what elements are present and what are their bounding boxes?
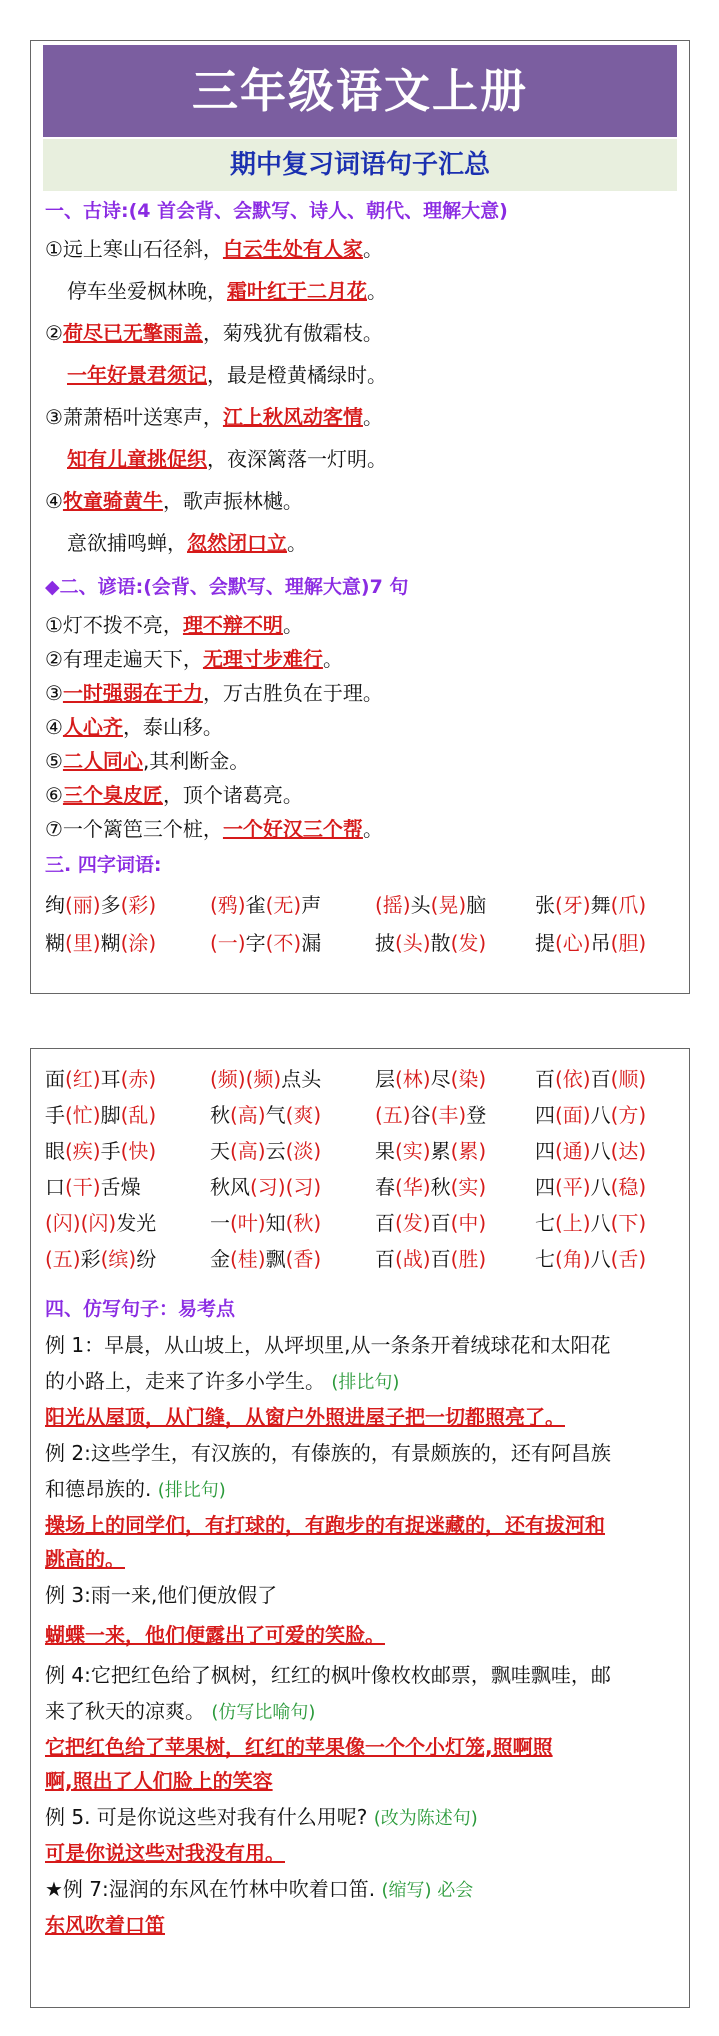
four-char-word: 糊(里)糊(涂): [45, 931, 157, 955]
four-char-word: 手(忙)脚(乱): [45, 1103, 157, 1127]
four-char-word: 秋(高)气(爽): [210, 1103, 322, 1127]
example-3-line-1: 例 3:雨一来,他们便放假了: [45, 1583, 278, 1607]
page-subtitle: 期中复习词语句子汇总: [43, 139, 677, 191]
prompt-text: ②有理走遍天下，: [45, 647, 203, 671]
poem-line: [45, 235, 383, 263]
prompt-text: ，菊残犹有傲霜枝。: [202, 321, 383, 345]
proverb-line: [45, 713, 223, 741]
prompt-text: ③萧萧梧叶送寒声，: [45, 405, 223, 429]
prompt-text: ，夜深篱落一灯明。: [207, 447, 387, 471]
four-char-word: 天(高)云(淡): [210, 1139, 322, 1163]
example-2-answer-2: 跳高的。: [45, 1547, 125, 1571]
example-7-line-1: ★例 7:湿润的东风在竹林中吹着口笛. (缩写) 必会: [45, 1877, 474, 1901]
four-char-word: 绚(丽)多(彩): [45, 893, 157, 917]
four-char-word: 层(林)尽(染): [375, 1067, 487, 1091]
example-1-line-1: 例 1：早晨，从山坡上，从坪坝里,从一条条开着绒球花和太阳花: [45, 1333, 611, 1357]
prompt-text: ③: [45, 681, 63, 705]
card-2: [30, 1048, 690, 2008]
four-char-word: (五)谷(丰)登: [375, 1103, 487, 1127]
prompt-text: ，万古胜负在于理。: [202, 681, 383, 705]
four-char-word: 张(牙)舞(爪): [535, 893, 647, 917]
prompt-text: ,其利断金。: [142, 749, 250, 773]
four-char-word: 春(华)秋(实): [375, 1175, 487, 1199]
four-char-word: 金(桂)飘(香): [210, 1247, 322, 1271]
answer-text: 无理寸步难行: [202, 647, 323, 671]
proverb-line: [45, 645, 343, 673]
card-1: [30, 40, 690, 994]
example-4-answer-2: 啊,照出了人们脸上的笑容: [45, 1769, 273, 1793]
four-char-word: 四(平)八(稳): [535, 1175, 647, 1199]
prompt-text: ②: [45, 321, 63, 345]
four-char-word: 七(上)八(下): [535, 1211, 647, 1235]
answer-text: 江上秋风动客情: [222, 405, 363, 429]
answer-text: 一年好景君须记: [67, 363, 207, 387]
poem-line: [45, 319, 383, 347]
four-char-word: 提(心)吊(胆): [535, 931, 647, 955]
prompt-text: ⑦一个篱笆三个桩，: [45, 817, 223, 841]
example-2-tag: (排比句): [157, 1480, 226, 1501]
four-char-word: 果(实)累(累): [375, 1139, 487, 1163]
poem-line: [45, 487, 303, 515]
prompt-text: ，歌声振林樾。: [162, 489, 303, 513]
prompt-text: 。: [322, 647, 343, 671]
prompt-text: 。: [362, 237, 383, 261]
section-2-header: ◆二、谚语:(会背、会默写、理解大意)7 句: [45, 576, 409, 598]
proverb-line: [45, 679, 383, 707]
four-char-word: 百(发)百(中): [375, 1211, 487, 1235]
four-char-word: 百(战)百(胜): [375, 1247, 487, 1271]
example-4-answer-1: 它把红色给了苹果树，红红的苹果像一个个小灯笼,照啊照: [45, 1735, 553, 1759]
prompt-text: 停车坐爱枫林晚，: [67, 279, 227, 303]
poem-line: [67, 529, 307, 557]
four-char-word: (摇)头(晃)脑: [375, 893, 487, 917]
example-2-line-2: 和德昂族的. (排比句): [45, 1477, 226, 1501]
poem-line: [45, 403, 383, 431]
example-3-answer: 蝴蝶一来，他们便露出了可爱的笑脸。: [45, 1623, 385, 1647]
poem-line: [67, 277, 387, 305]
prompt-text: ⑥: [45, 783, 63, 807]
answer-text: 人心齐: [62, 715, 123, 739]
answer-text: 白云生处有人家: [222, 237, 363, 261]
four-char-word: (频)(频)点头: [210, 1067, 322, 1091]
prompt-text: ①灯不拨不亮，: [45, 613, 183, 637]
poem-line: [67, 445, 387, 473]
answer-text: 牧童骑黄牛: [62, 489, 163, 513]
answer-text: 一时强弱在于力: [62, 681, 203, 705]
answer-text: 一个好汉三个帮: [222, 817, 363, 841]
four-char-word: (五)彩(缤)纷: [45, 1247, 157, 1271]
example-7-answer: 东风吹着口笛: [45, 1913, 165, 1937]
example-4-tag: (仿写比喻句): [211, 1702, 316, 1723]
prompt-text: 意欲捕鸣蝉，: [67, 531, 187, 555]
four-char-word: 披(头)散(发): [375, 931, 487, 955]
prompt-text: 。: [287, 531, 307, 555]
four-char-word: 四(面)八(方): [535, 1103, 647, 1127]
prompt-text: ，顶个诸葛亮。: [162, 783, 303, 807]
four-char-word: 百(依)百(顺): [535, 1067, 647, 1091]
page-title: 三年级语文上册: [43, 45, 677, 137]
proverb-line: [45, 611, 303, 639]
example-5-tag: (改为陈述句): [373, 1808, 478, 1829]
example-4-line-1: 例 4:它把红色给了枫树，红红的枫叶像枚枚邮票，飘哇飘哇，邮: [45, 1663, 611, 1687]
section-1-header: 一、古诗:(4 首会背、会默写、诗人、朝代、理解大意): [45, 200, 508, 222]
example-5-line-1: 例 5. 可是你说这些对我有什么用呢? (改为陈述句): [45, 1805, 478, 1829]
prompt-text: ，最是橙黄橘绿时。: [207, 363, 387, 387]
prompt-text: ①远上寒山石径斜，: [45, 237, 223, 261]
example-7-tag: (缩写) 必会: [381, 1880, 474, 1901]
prompt-text: ④: [45, 489, 63, 513]
prompt-text: ，泰山移。: [122, 715, 223, 739]
answer-text: 二人同心: [62, 749, 143, 773]
four-char-word: 面(红)耳(赤): [45, 1067, 157, 1091]
four-char-word: (鸦)雀(无)声: [210, 893, 322, 917]
example-2-answer-1: 操场上的同学们，有打球的，有跑步的有捉迷藏的，还有拔河和: [45, 1513, 605, 1537]
four-char-word: 四(通)八(达): [535, 1139, 647, 1163]
four-char-word: 眼(疾)手(快): [45, 1139, 157, 1163]
answer-text: 霜叶红于二月花: [227, 279, 367, 303]
four-char-word: 七(角)八(舌): [535, 1247, 647, 1271]
four-char-word: (一)字(不)漏: [210, 931, 322, 955]
answer-text: 荷尽已无擎雨盖: [62, 321, 203, 345]
section-3-header: 三. 四字词语:: [45, 854, 162, 876]
example-4-line-2: 来了秋天的凉爽。 (仿写比喻句): [45, 1699, 316, 1723]
four-char-word: (闪)(闪)发光: [45, 1211, 157, 1235]
prompt-text: 。: [362, 405, 383, 429]
example-5-answer: 可是你说这些对我没有用。: [45, 1841, 285, 1865]
example-1-line-2: 的小路上，走来了许多小学生。 (排比句): [45, 1369, 400, 1393]
answer-text: 知有儿童挑促织: [67, 447, 207, 471]
poem-line: [67, 361, 387, 389]
answer-text: 忽然闭口立: [187, 531, 287, 555]
proverb-line: [45, 815, 383, 843]
prompt-text: ④: [45, 715, 63, 739]
proverb-line: [45, 747, 249, 775]
answer-text: 理不辩不明: [182, 613, 283, 637]
prompt-text: ⑤: [45, 749, 63, 773]
proverb-line: [45, 781, 303, 809]
example-1-tag: (排比句): [331, 1372, 400, 1393]
four-char-word: 秋风(习)(习): [210, 1175, 322, 1199]
prompt-text: 。: [282, 613, 303, 637]
four-char-word: 口(干)舌燥: [45, 1175, 141, 1199]
example-2-line-1: 例 2:这些学生，有汉族的，有傣族的，有景颇族的，还有阿昌族: [45, 1441, 611, 1465]
answer-text: 三个臭皮匠: [62, 783, 163, 807]
prompt-text: 。: [362, 817, 383, 841]
example-1-answer: 阳光从屋顶，从门缝，从窗户外照进屋子把一切都照亮了。: [45, 1405, 565, 1429]
four-char-word: 一(叶)知(秋): [210, 1211, 322, 1235]
section-4-header: 四、仿写句子：易考点: [45, 1298, 236, 1320]
prompt-text: 。: [367, 279, 387, 303]
